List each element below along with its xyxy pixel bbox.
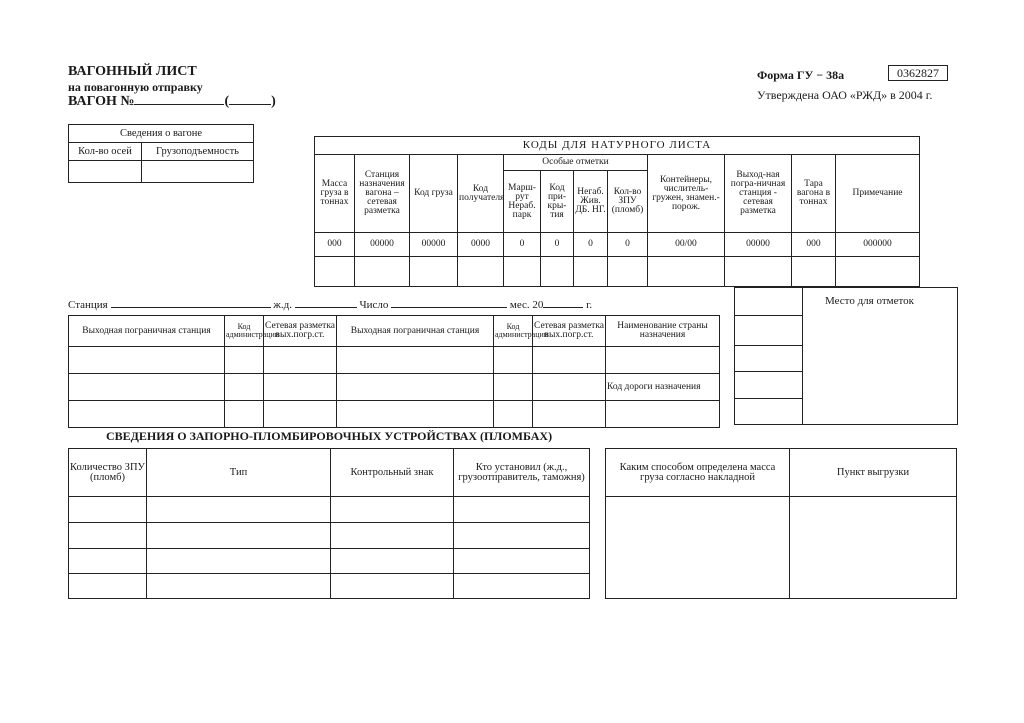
- codes-title: КОДЫ ДЛЯ НАТУРНОГО ЛИСТА: [315, 137, 920, 155]
- codes-input-cell[interactable]: [458, 257, 504, 287]
- codes-value: 0: [574, 233, 608, 257]
- codes-input-cell[interactable]: [315, 257, 355, 287]
- axles-header: Кол-во осей: [69, 143, 142, 161]
- form-number-box: [888, 65, 948, 81]
- railway-field[interactable]: [295, 297, 357, 308]
- codes-input-cell[interactable]: [410, 257, 458, 287]
- country-cell[interactable]: [606, 347, 720, 374]
- border-cell[interactable]: [264, 347, 337, 374]
- country-header: Наименование страны назначения: [606, 316, 720, 347]
- codes-value: 0: [504, 233, 541, 257]
- year-field[interactable]: [543, 297, 583, 308]
- station-header: Станция назначения вагона – сетевая разметка: [355, 155, 410, 233]
- codes-input-cell[interactable]: [504, 257, 541, 287]
- codes-input-cell[interactable]: [541, 257, 574, 287]
- border-cell[interactable]: [533, 374, 606, 401]
- wagon-info-table: [68, 124, 254, 183]
- seal-cell[interactable]: [331, 497, 454, 523]
- codes-value: 0000: [458, 233, 504, 257]
- seal-cell[interactable]: [147, 523, 331, 549]
- seal-cell[interactable]: [147, 574, 331, 599]
- marks-row-line: [735, 398, 802, 399]
- receiver-code-header: Код получателя: [458, 155, 504, 233]
- border-cell[interactable]: [69, 347, 225, 374]
- note-header: Примечание: [836, 155, 920, 233]
- date-field[interactable]: [391, 297, 507, 308]
- containers-header: Контейнеры, числитель-гружен, знамен.-порож.: [648, 155, 725, 233]
- mass-method-cell[interactable]: [606, 497, 790, 599]
- border-cell[interactable]: [69, 374, 225, 401]
- mass-header: Масса груза в тоннах: [315, 155, 355, 233]
- capacity-header: Грузоподъемность: [142, 143, 254, 161]
- codes-value: 00000: [725, 233, 792, 257]
- border-cell[interactable]: [264, 374, 337, 401]
- railway-label: ж.д.: [273, 299, 292, 311]
- approval-note: Утверждена ОАО «РЖД» в 2004 г.: [757, 88, 933, 102]
- seal-cell[interactable]: [331, 574, 454, 599]
- page-title: ВАГОННЫЙ ЛИСТ: [68, 64, 197, 79]
- codes-value: 0: [608, 233, 648, 257]
- codes-input-cell[interactable]: [608, 257, 648, 287]
- codes-table: [314, 136, 920, 287]
- mass-table: [605, 448, 957, 599]
- codes-value: 00000: [410, 233, 458, 257]
- border-cell[interactable]: [337, 374, 494, 401]
- codes-value: 000: [792, 233, 836, 257]
- month-label: мес. 20: [509, 299, 544, 311]
- admin-code-header-2: Код администрации: [494, 316, 533, 347]
- codes-value: 000: [315, 233, 355, 257]
- tare-header: Тара вагона в тоннах: [792, 155, 836, 233]
- road-code-header: Код дороги назначения: [606, 374, 720, 401]
- station-label: Станция: [68, 299, 108, 311]
- codes-value: 000000: [836, 233, 920, 257]
- wagon-label: ВАГОН №: [68, 94, 135, 109]
- seal-cell[interactable]: [454, 523, 590, 549]
- seal-cell[interactable]: [69, 523, 147, 549]
- zpu-count-header: Кол-во ЗПУ (пломб): [608, 171, 648, 233]
- network-header-2: Сетевая разметка вых.погр.ст.: [533, 316, 606, 347]
- road-code-cell[interactable]: [606, 401, 720, 428]
- border-cell[interactable]: [337, 347, 494, 374]
- codes-input-cell[interactable]: [355, 257, 410, 287]
- codes-input-cell[interactable]: [574, 257, 608, 287]
- border-cell[interactable]: [225, 374, 264, 401]
- seal-cell[interactable]: [69, 574, 147, 599]
- marks-row-line: [735, 315, 802, 316]
- admin-code-header: Код администрации: [225, 316, 264, 347]
- seal-sign-header: Контрольный знак: [331, 449, 454, 497]
- wagon-number-line: ВАГОН № ( ): [68, 94, 276, 109]
- border-station-header-2: Выходная пограничная станция: [337, 316, 494, 347]
- border-cell[interactable]: [533, 401, 606, 428]
- axles-cell[interactable]: [69, 161, 142, 183]
- border-cell[interactable]: [533, 347, 606, 374]
- form-number: 0362827: [888, 65, 948, 81]
- border-cell[interactable]: [264, 401, 337, 428]
- marks-divider: [802, 288, 803, 424]
- codes-input-cell[interactable]: [792, 257, 836, 287]
- border-station-header: Выход-ная погра-ничная станция - сетевая разметка: [725, 155, 792, 233]
- network-header: Сетевая разметка вых.погр.ст.: [264, 316, 337, 347]
- seal-cell[interactable]: [147, 549, 331, 574]
- codes-input-cell[interactable]: [725, 257, 792, 287]
- date-label: Число: [359, 299, 389, 311]
- border-cell[interactable]: [225, 347, 264, 374]
- codes-value: 00/00: [648, 233, 725, 257]
- seal-cell[interactable]: [454, 549, 590, 574]
- seal-qty-header: Количество ЗПУ (пломб): [69, 449, 147, 497]
- seal-cell[interactable]: [331, 523, 454, 549]
- seal-cell[interactable]: [331, 549, 454, 574]
- form-label: Форма ГУ − 38а: [757, 68, 845, 82]
- seal-cell[interactable]: [69, 497, 147, 523]
- border-cell[interactable]: [337, 401, 494, 428]
- codes-input-cell[interactable]: [836, 257, 920, 287]
- wagon-info-title: Сведения о вагоне: [69, 125, 254, 143]
- station-field[interactable]: [111, 297, 271, 308]
- border-table: [68, 315, 720, 428]
- year-label: г.: [586, 299, 593, 311]
- mass-method-header: Каким способом определена масса груза согласно накладной: [606, 449, 790, 497]
- border-station-header: Выходная пограничная станция: [69, 316, 225, 347]
- wagon-sub-field[interactable]: [229, 94, 271, 105]
- station-line: [68, 297, 592, 311]
- special-marks-header: Особые отметки: [504, 155, 648, 171]
- border-cell[interactable]: [69, 401, 225, 428]
- unload-point-cell[interactable]: [790, 497, 957, 599]
- page-subtitle: на повагонную отправку: [68, 80, 203, 94]
- seal-cell[interactable]: [454, 497, 590, 523]
- seal-cell[interactable]: [454, 574, 590, 599]
- negab-header: Негаб. Жив. ДБ. НГ.: [574, 171, 608, 233]
- codes-value: 0: [541, 233, 574, 257]
- codes-value: 00000: [355, 233, 410, 257]
- marks-row-line: [735, 345, 802, 346]
- unload-point-header: Пункт выгрузки: [790, 449, 957, 497]
- border-cell[interactable]: [225, 401, 264, 428]
- cover-code-header: Код при-кры-тия: [541, 171, 574, 233]
- capacity-cell[interactable]: [142, 161, 254, 183]
- codes-input-cell[interactable]: [648, 257, 725, 287]
- border-cell[interactable]: [494, 347, 533, 374]
- seal-cell[interactable]: [69, 549, 147, 574]
- cargo-code-header: Код груза: [410, 155, 458, 233]
- marks-row-line: [735, 371, 802, 372]
- seal-installer-header: Кто установил (ж.д., грузоотправитель, таможня): [454, 449, 590, 497]
- seal-type-header: Тип: [147, 449, 331, 497]
- seals-table: [68, 448, 590, 599]
- marks-area[interactable]: [734, 287, 958, 425]
- seals-section-title: СВЕДЕНИЯ О ЗАПОРНО-ПЛОМБИРОВОЧНЫХ УСТРОЙСТВАХ (ПЛОМБАХ): [106, 429, 553, 443]
- marks-title: Место для отметок: [825, 295, 914, 307]
- wagon-number-field[interactable]: [134, 94, 224, 105]
- border-cell[interactable]: [494, 374, 533, 401]
- seal-cell[interactable]: [147, 497, 331, 523]
- border-cell[interactable]: [494, 401, 533, 428]
- route-header: Марш-рут Нераб. парк: [504, 171, 541, 233]
